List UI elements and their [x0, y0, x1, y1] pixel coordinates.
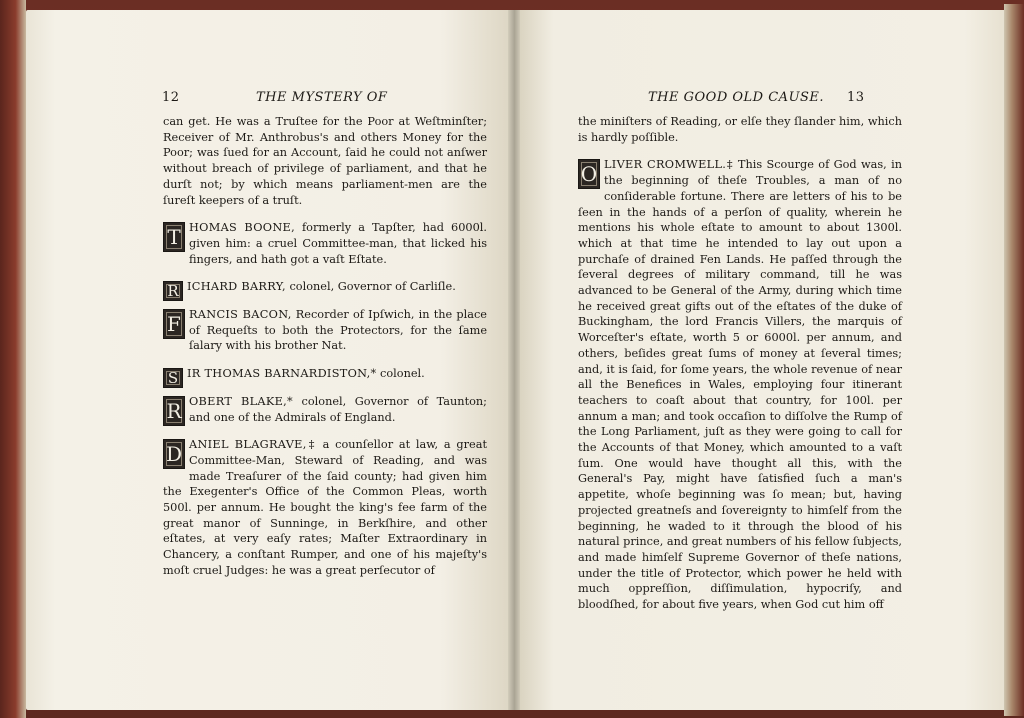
entry-oliver-cromwell	[578, 157, 902, 612]
entry-name: OBERT BLAKE,*	[189, 394, 293, 408]
drop-cap: F	[163, 309, 185, 339]
entry-name: ANIEL BLAGRAVE,‡	[189, 438, 317, 452]
cover-edge-right	[1004, 4, 1024, 716]
entry-text: formerly a Tapſter, had 6000l. given him: a cruel Committee-man, that licked his fingers, and hath got a vaſt Eſtate.	[189, 221, 487, 266]
right-running-title: THE GOOD OLD CAUSE.	[648, 90, 825, 105]
entry-name: ICHARD BARRY,	[187, 280, 286, 294]
left-running-title: THE MYSTERY OF	[256, 90, 388, 105]
entry-thomas-boone	[163, 220, 487, 267]
entry-francis-bacon	[163, 307, 487, 354]
continuation-text: can get. He was a Truſtee for the Poor at Weſtminſter; Receiver of Mr. Anthrobus's and others Money for the Poor; was ſued for an Account, ſaid he could not anſwer without breach of privilege of parliament, and that he durſt not; by which means parliament-men are the ſureſt keepers of a truſt.	[163, 115, 487, 207]
right-page	[514, 10, 1004, 710]
entry-robert-blake	[163, 394, 487, 425]
drop-cap: R	[163, 396, 185, 426]
entry-name: HOMAS BOONE,	[189, 221, 295, 235]
right-body	[578, 114, 902, 613]
entry-name: RANCIS BACON,	[189, 308, 292, 322]
entry-text: colonel, Governor of Taunton; and one of the Admirals of England.	[189, 394, 487, 424]
left-page	[26, 10, 514, 710]
drop-cap: O	[578, 159, 600, 189]
left-body	[163, 114, 487, 579]
entry-text: This Scourge of God was, in the beginning of theſe Troubles, a man of no conſiderable fortune. There are letters of his to be ſeen in the hands of a perſon of quality, wherein he mentions his whole eſtate to amount to about 1300l. which at that time he intended to lay out upon a purchaſe of drained Fen Lands. He paſſed through the ſeveral degrees of military command, till he was advanced to be General of the Army, during which time he received great gifts out of the eſtates of the duke of Buckingham, the lord Francis Villers, the marquis of Worceſter's eſtate, worth 5 or 6000l. per annum, and others, beſides great ſums of money at ſeveral times; and, it is ſaid, for ſome years, the whole revenue of near all the Benefices in Wales, employing four itinerant teachers to coaſt about that country, for 100l. per annum a man; and took occaſion to diſſolve the Rump of the Long Parliament, juſt as they were going to call for the Accounts of that Money, which amounted to a vaſt ſum. One would have thought all this, with the General's Pay, might have ſatisfied ſuch a man's appetite, whoſe beginning was ſo mean; but, having projected greatneſs and ſovereignty to himſelf from the beginning, he waded to it through the blood of his natural prince, and great numbers of his fellow ſubjects, and made himſelf Supreme Governor of theſe nations, under the title of Protector, which power he held with much oppreſſion, diſſimulation, hypocriſy, and bloodſhed, for about five years, when God cut him off	[578, 158, 903, 612]
entry-text: Recorder of Ipſwich, in the place of Requeſts to both the Protectors, for the ſame ſalary with his brother Nat.	[189, 308, 487, 353]
right-folio: 13	[847, 90, 865, 105]
drop-cap: T	[163, 222, 185, 252]
entry-text: colonel, Governor of Carliſle.	[285, 280, 456, 294]
entry-name: LIVER CROMWELL.‡	[604, 158, 734, 172]
book-gutter	[508, 10, 520, 710]
left-folio: 12	[162, 90, 180, 105]
drop-cap: S	[163, 368, 183, 388]
entry-daniel-blagrave	[163, 437, 487, 578]
entry-richard-barry	[163, 279, 487, 301]
drop-cap: D	[163, 439, 185, 469]
entry-thomas-barnardiston	[163, 366, 487, 388]
entry-text: colonel.	[376, 367, 425, 381]
entry-text: a counſellor at law, a great Committee-Man, Steward of Reading, and was made Treaſurer of the ſaid county; had given him the Exegenter's Office of the Common Pleas, worth 500l. per annum. He bought the king's fee farm of the great manor of Sunninge, in Berkſhire, and other eſtates, at very eaſy rates; Maſter Extraordinary in Chancery, a conſtant Rumper, and one of his majeſty's moſt cruel Judges: he was a great perſecutor of	[163, 438, 487, 577]
cover-edge-left	[0, 0, 26, 718]
drop-cap: R	[163, 281, 183, 301]
continuation-text: the miniſters of Reading, or elſe they ſlander him, which is hardly poſſible.	[578, 115, 902, 144]
entry-name: IR THOMAS BARNARDISTON,*	[187, 367, 377, 381]
